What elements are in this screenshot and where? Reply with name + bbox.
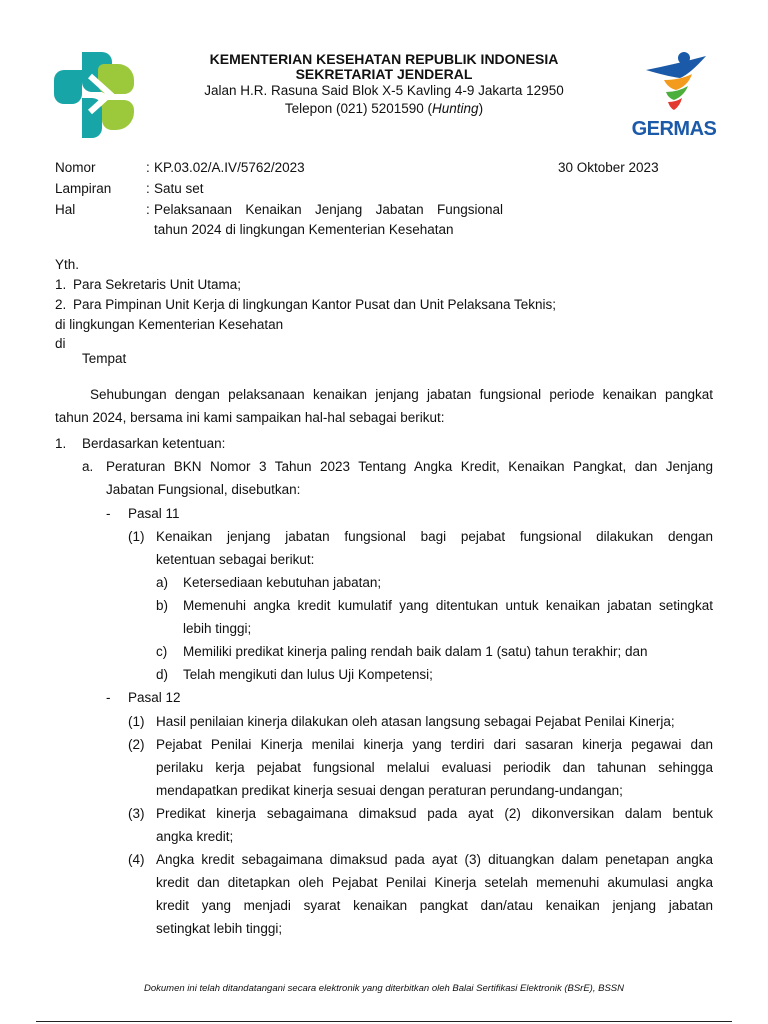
lampiran-value: Satu set (154, 181, 204, 196)
recipient-1-number: 1. (55, 277, 67, 292)
sub-item-a-number: a. (82, 459, 94, 474)
sub-item-a-line-1: Peraturan BKN Nomor 3 Tahun 2023 Tentang Angka Kredit, Kenaikan Pangkat, dan Jenjang (106, 459, 713, 474)
p12-ayat-4-line-1: Angka kredit sebagaimana dimaksud pada ayat (3) dituangkan dalam penetapan angka (156, 852, 713, 867)
ministry-name: KEMENTERIAN KESEHATAN REPUBLIK INDONESIA (209, 51, 559, 67)
germas-logo-text: GERMAS (631, 118, 717, 140)
pasal-11-heading: Pasal 11 (128, 506, 180, 521)
intro-line-1: Sehubungan dengan pelaksanaan kenaikan jenjang jabatan fungsional periode kenaikan pangkat (90, 387, 713, 402)
p12-ayat-3-line-2: angka kredit; (156, 829, 234, 844)
p11-point-c: Memiliki predikat kinerja paling rendah baik dalam 1 (satu) tahun terakhir; dan (183, 644, 648, 659)
p11-ayat-1-line-1: Kenaikan jenjang jabatan fungsional bagi pejabat fungsional dilakukan dengan (156, 529, 713, 544)
p12-ayat-2-line-1: Pejabat Penilai Kinerja menilai kinerja yang terdiri dari sasaran kinerja pegawai dan (156, 737, 713, 752)
p12-ayat-2-line-3: mendapatkan predikat kinerja sesuai dengan peraturan perundang-undangan; (156, 783, 623, 798)
pasal-11-dash: - (106, 506, 111, 521)
sub-item-a-line-2: Jabatan Fungsional, disebutkan: (106, 482, 301, 497)
pasal-12-heading: Pasal 12 (128, 690, 181, 705)
letterhead-address: Jalan H.R. Rasuna Said Blok X-5 Kavling 4-9 Jakarta 12950 (204, 83, 564, 98)
p11-point-a-number: a) (156, 575, 169, 590)
hal-colon: : (146, 202, 150, 217)
p12-ayat-3-line-1: Predikat kinerja sebagaimana dimaksud pada ayat (2) dikonversikan dalam bentuk (156, 806, 713, 821)
lampiran-colon: : (146, 181, 150, 196)
footer-divider (36, 1021, 732, 1022)
secretariat-name: SEKRETARIAT JENDERAL (295, 66, 473, 82)
hal-value-line-1: Pelaksanaan Kenaikan Jenjang Jabatan Fungsional (154, 202, 503, 217)
item-1-text: Berdasarkan ketentuan: (82, 436, 226, 451)
intro-line-2: tahun 2024, bersama ini kami sampaikan hal-hal sebagai berikut: (55, 410, 445, 425)
p11-point-a: Ketersediaan kebutuhan jabatan; (183, 575, 382, 590)
p12-ayat-4-line-3: kredit yang menjadi syarat kenaikan pangkat dan/atau kenaikan jenjang jabatan (156, 898, 713, 913)
p11-point-b-line-1: Memenuhi angka kredit kumulatif yang ditentukan untuk kenaikan jabatan setingkat (183, 598, 713, 613)
p12-ayat-2-number: (2) (128, 737, 145, 752)
nomor-label: Nomor (55, 160, 96, 175)
item-1-number: 1. (55, 436, 67, 451)
p12-ayat-3-number: (3) (128, 806, 145, 821)
p11-ayat-1-number: (1) (128, 529, 145, 544)
p11-point-d: Telah mengikuti dan lulus Uji Kompetensi; (183, 667, 433, 682)
hal-value-line-2: tahun 2024 di lingkungan Kementerian Kesehatan (154, 222, 454, 237)
p12-ayat-1: Hasil penilaian kinerja dilakukan oleh atasan langsung sebagai Pejabat Penilai Kinerja; (156, 714, 675, 729)
recipient-di: di (55, 336, 66, 351)
nomor-colon: : (146, 160, 150, 175)
nomor-value: KP.03.02/A.IV/5762/2023 (154, 160, 305, 175)
p12-ayat-1-number: (1) (128, 714, 145, 729)
yth-label: Yth. (55, 257, 80, 272)
recipient-scope: di lingkungan Kementerian Kesehatan (55, 317, 284, 332)
p11-ayat-1-line-2: ketentuan sebagai berikut: (156, 552, 315, 567)
p12-ayat-4-number: (4) (128, 852, 145, 867)
letter-date: 30 Oktober 2023 (558, 160, 659, 175)
letterhead-phone: Telepon (021) 5201590 (Hunting) (284, 101, 484, 116)
p11-point-c-number: c) (156, 644, 168, 659)
hal-label: Hal (55, 202, 76, 217)
p11-point-b-number: b) (156, 598, 169, 613)
p11-point-d-number: d) (156, 667, 169, 682)
germas-logo-mark (636, 50, 718, 112)
recipient-1: Para Sekretaris Unit Utama; (73, 277, 242, 292)
p12-ayat-2-line-2: perilaku kerja pejabat fungsional melalui evaluasi periodik dan tahunan sehingga (156, 760, 713, 775)
p12-ayat-4-line-2: kredit dan ditetapkan oleh Pejabat Penilai Kinerja setelah memenuhi akumulasi angka (156, 875, 713, 890)
pasal-12-dash: - (106, 690, 111, 705)
lampiran-label: Lampiran (55, 181, 112, 196)
e-signature-note: Dokumen ini telah ditandatangani secara elektronik yang diterbitkan oleh Balai Sertifikasi Elektronik (BSrE), BSSN (144, 983, 624, 994)
recipient-tempat: Tempat (82, 351, 127, 366)
p11-point-b-line-2: lebih tinggi; (183, 621, 252, 636)
recipient-2-number: 2. (55, 297, 67, 312)
recipient-2: Para Pimpinan Unit Kerja di lingkungan Kantor Pusat dan Unit Pelaksana Teknis; (73, 297, 557, 312)
p12-ayat-4-line-4: setingkat lebih tinggi; (156, 921, 283, 936)
phone-hunting-label: Hunting (432, 101, 479, 116)
